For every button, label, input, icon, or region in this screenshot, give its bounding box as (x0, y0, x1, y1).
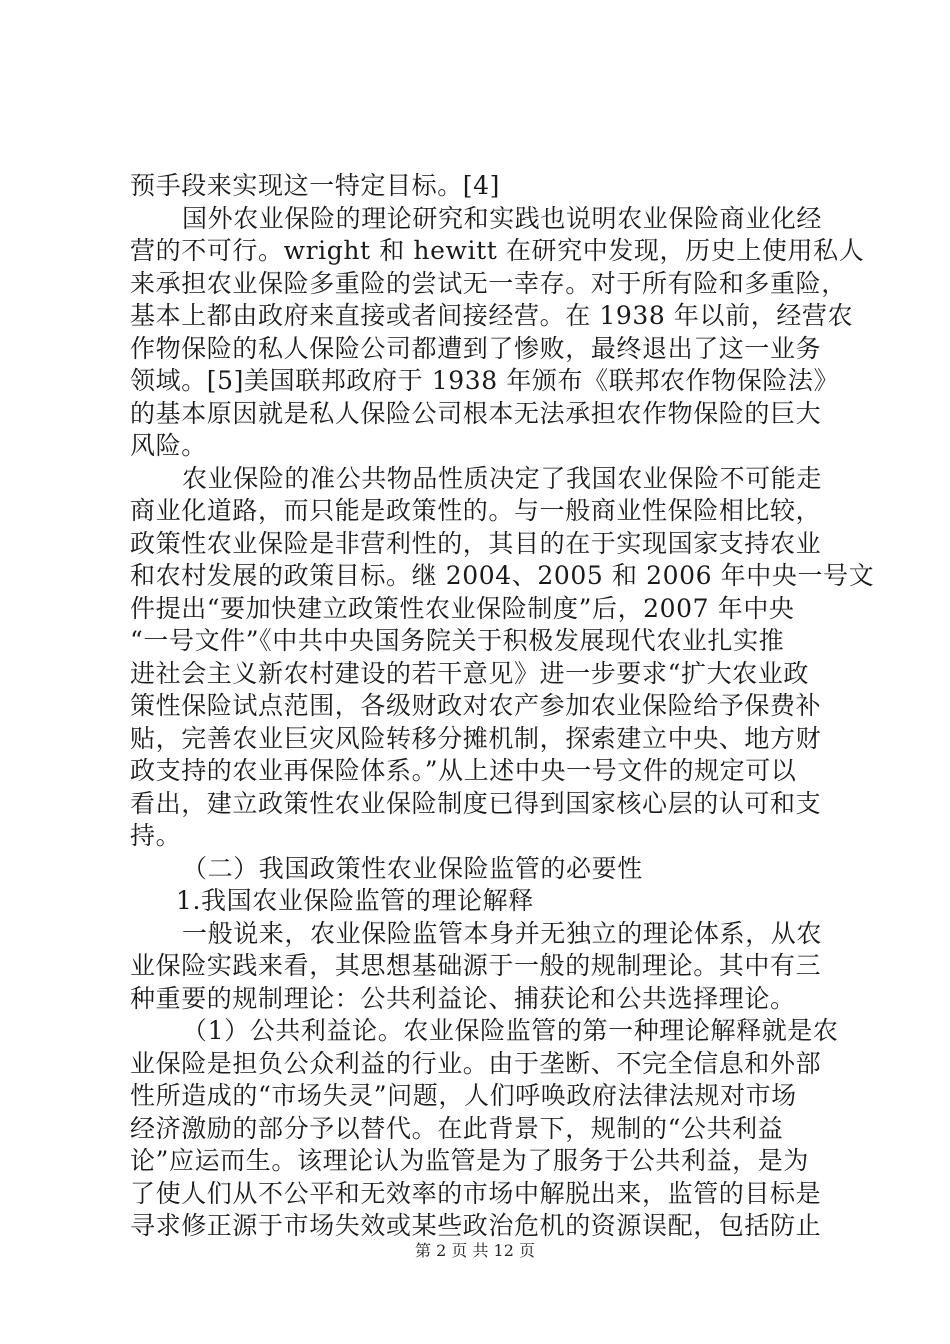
text-line: 性所造成的“市场失灵”问题，人们呼唤政府法律法规对市场 (130, 1081, 797, 1110)
text-line: 种重要的规制理论：公共利益论、捕获论和公共选择理论。 (130, 983, 796, 1013)
text-line: 看出，建立政策性农业保险制度已得到国家核心层的认可和支 (130, 788, 822, 818)
text-line: 业保险是担负公众利益的行业。由于垄断、不完全信息和外部 (130, 1048, 822, 1078)
text-line: “一号文件”《中共中央国务院关于积极发展现代农业扎实推 (130, 626, 785, 655)
paragraph-start-line: 一般说来，农业保险监管本身并无独立的理论体系，从农 (182, 918, 823, 948)
text-line: 业保险实践来看，其思想基础源于一般的规制理论。其中有三 (130, 951, 822, 980)
text-line: 政支持的农业再保险体系。”从上述中央一号文件的规定可以 (130, 756, 797, 785)
document-body (130, 170, 875, 1243)
paragraph-start-line: 国外农业保险的理论研究和实践也说明农业保险商业化经 (182, 203, 823, 233)
text-line: 预手段来实现这一特定目标。[4] (130, 171, 501, 200)
text-line: 作物保险的私人保险公司都遭到了惨败，最终退出了这一业务 (130, 333, 822, 363)
paragraph-start-line: （1）公共利益论。农业保险监管的第一种理论解释就是农 (182, 1016, 839, 1045)
text-line: 领域。[5]美国联邦政府于 1938 年颁布《联邦农作物保险法》 (130, 366, 840, 395)
text-line: 和农村发展的政策目标。继 2004、2005 和 2006 年中央一号文 (130, 561, 875, 590)
text-line: 政策性农业保险是非营利性的，其目的在于实现国家支持农业 (130, 528, 822, 558)
text-line: 营的不可行。wright 和 hewitt 在研究中发现，历史上使用私人 (130, 236, 865, 265)
section-heading: （二）我国政策性农业保险监管的必要性 (182, 853, 643, 883)
text-line: 论”应运而生。该理论认为监管是为了服务于公共利益，是为 (130, 1146, 809, 1175)
text-line: 的基本原因就是私人保险公司根本无法承担农作物保险的巨大 (130, 398, 822, 428)
text-line: 件提出“要加快建立政策性农业保险制度”后，2007 年中央 (130, 593, 795, 623)
text-line: 策性保险试点范围，各级财政对农产参加农业保险给予保费补 (130, 691, 822, 720)
text-line: 基本上都由政府来直接或者间接经营。在 1938 年以前，经营农 (130, 301, 854, 330)
text-line: 了使人们从不公平和无效率的市场中解脱出来，监管的目标是 (130, 1178, 822, 1208)
text-line: 寻求修正源于市场失效或某些政治危机的资源误配，包括防止 (130, 1211, 822, 1240)
text-line: 风险。 (130, 431, 207, 460)
text-line: 经济激励的部分予以替代。在此背景下，规制的“公共利益 (130, 1113, 784, 1143)
text-line: 商业化道路，而只能是政策性的。与一般商业性保险相比较， (130, 496, 822, 525)
text-line: 来承担农业保险多重险的尝试无一幸存。对于所有险和多重险， (130, 268, 847, 298)
text-line: 持。 (130, 821, 182, 850)
paragraph-start-line: 农业保险的准公共物品性质决定了我国农业保险不可能走 (182, 463, 823, 493)
subsection-heading: 1.我国农业保险监管的理论解释 (176, 886, 534, 915)
text-line: 贴，完善农业巨灾风险转移分摊机制，探索建立中央、地方财 (130, 723, 822, 753)
page-number-footer: 第 2 页 共 12 页 (415, 1241, 535, 1260)
text-line: 进社会主义新农村建设的若干意见》进一步要求“扩大农业政 (130, 658, 809, 688)
